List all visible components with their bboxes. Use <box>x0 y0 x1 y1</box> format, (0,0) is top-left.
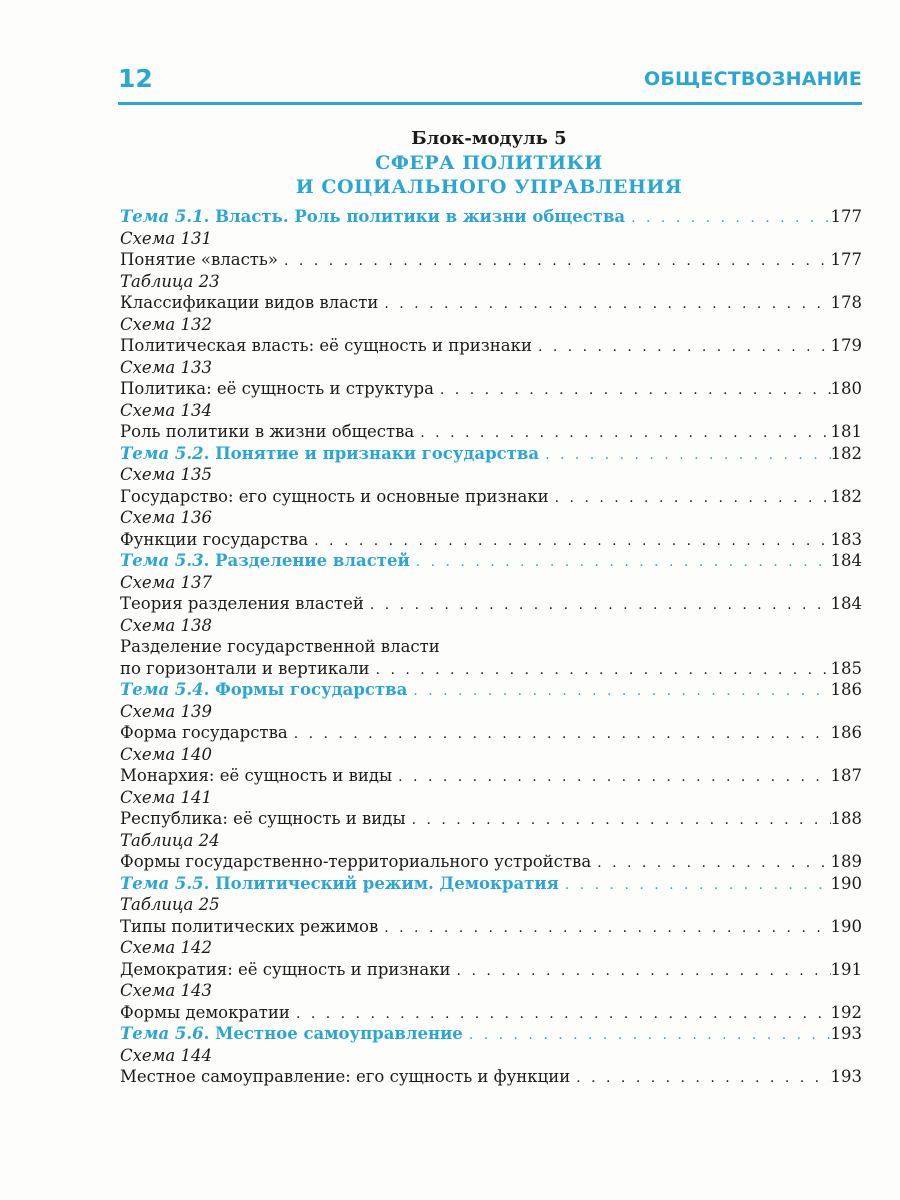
toc-topic-row <box>120 679 862 701</box>
toc-schema-label <box>120 1045 862 1067</box>
toc-schema-label <box>120 572 862 594</box>
toc-item-row <box>120 808 862 830</box>
toc-item-row <box>120 1066 862 1088</box>
toc-entry-title: Схема 135 <box>120 465 212 484</box>
dot-leader <box>539 445 830 465</box>
page-header <box>118 62 862 105</box>
toc-topic-row <box>120 206 862 228</box>
toc-entry-title: Политическая власть: её сущность и признаки <box>120 336 532 355</box>
toc-schema-label <box>120 464 862 486</box>
toc-entry-title: Классификации видов власти <box>120 293 379 312</box>
toc-page-number: 185 <box>830 658 862 678</box>
toc-item-row <box>120 421 862 443</box>
toc-entry-title: Схема 144 <box>120 1045 212 1065</box>
dot-leader <box>406 810 831 830</box>
toc-page-number: 177 <box>830 250 862 269</box>
toc-topic-name: . Понятие и признаки государства <box>203 443 540 463</box>
toc-schema-label <box>120 357 862 379</box>
toc-page-number: 192 <box>830 1002 862 1022</box>
block-heading <box>118 127 860 199</box>
toc-page-number: 179 <box>830 336 862 355</box>
toc-entry-title: Схема 134 <box>120 400 212 420</box>
toc-entry-title: Демократия: её сущность и признаки <box>120 959 451 979</box>
toc-page-number: 184 <box>830 594 862 613</box>
toc-schema-label <box>120 980 862 1002</box>
dot-leader <box>625 208 830 228</box>
toc-topic-number: Тема 5.6 <box>120 1024 204 1043</box>
toc-page-number: 180 <box>830 379 862 398</box>
toc-entry-title: Формы государственно-территориального устройства <box>120 852 592 871</box>
toc-item-row <box>120 378 862 400</box>
toc-page-number: 190 <box>830 873 862 893</box>
dot-leader <box>410 552 831 572</box>
toc-schema-label <box>120 894 862 916</box>
toc-topic-row <box>120 1023 862 1045</box>
toc-topic-name: . Политический режим. Демократия <box>203 873 559 893</box>
toc-page-number: 193 <box>830 1067 862 1086</box>
toc-entry-title: Теория разделения властей <box>120 594 364 613</box>
toc-item-row <box>120 529 862 551</box>
toc-item-row <box>120 593 862 615</box>
toc-topic-number: Тема 5.2 <box>120 443 204 463</box>
toc-page-number: 182 <box>830 486 862 506</box>
toc-entry-title: Таблица 24 <box>120 830 220 850</box>
toc-entry-title: Разделение государственной власти <box>120 637 440 656</box>
toc-schema-label <box>120 830 862 852</box>
toc-page-number: 178 <box>830 293 862 312</box>
toc-schema-label <box>120 744 862 766</box>
toc-entry-title: Схема 133 <box>120 357 212 377</box>
toc-entry-title: Понятие «власть» <box>120 250 279 269</box>
toc-item-row <box>120 249 862 271</box>
toc-entry-title <box>120 443 539 465</box>
dot-leader <box>364 595 831 615</box>
dot-leader <box>308 531 830 551</box>
toc-schema-label <box>120 615 862 637</box>
toc-page-number: 187 <box>830 766 862 785</box>
dot-leader <box>288 724 831 744</box>
toc-entry-title: Схема 137 <box>120 572 212 592</box>
toc-schema-label <box>120 400 862 422</box>
dot-leader <box>392 767 830 787</box>
toc-entry-title: Роль политики в жизни общества <box>120 422 415 441</box>
toc-entry-title: Схема 142 <box>120 938 212 957</box>
toc-page-number: 189 <box>830 852 862 871</box>
toc-topic-number: Тема 5.5 <box>120 873 204 893</box>
toc-page-number: 184 <box>830 551 862 570</box>
toc-entry-title: Государство: его сущность и основные признаки <box>120 486 549 506</box>
dot-leader <box>451 961 831 981</box>
toc-entry-title: Монархия: её сущность и виды <box>120 766 393 785</box>
toc-topic-name: . Разделение властей <box>203 551 410 570</box>
toc-entry-title: Таблица 25 <box>120 895 220 914</box>
toc-entry-title <box>120 550 410 572</box>
dot-leader <box>378 294 830 314</box>
toc-entry-title: Республика: её сущность и виды <box>120 809 406 828</box>
dot-leader <box>591 853 830 873</box>
toc-item-row <box>120 765 862 787</box>
toc-entry-title: Функции государства <box>120 529 309 549</box>
toc-page-number: 186 <box>830 723 862 742</box>
toc-page-number: 181 <box>830 422 862 441</box>
toc-item-row <box>120 335 862 357</box>
dot-leader <box>370 660 831 680</box>
toc-entry-title: Схема 139 <box>120 701 212 721</box>
toc-schema-label <box>120 507 862 529</box>
toc-page-number: 191 <box>830 959 862 979</box>
dot-leader <box>378 918 830 938</box>
block-label: Блок-модуль 5 <box>411 128 567 149</box>
dot-leader <box>463 1025 831 1045</box>
toc-page-number: 190 <box>830 916 862 936</box>
toc-schema-label <box>120 271 862 293</box>
toc-entry-title: Схема 143 <box>120 981 212 1000</box>
page-number: 12 <box>118 64 153 93</box>
table-of-contents <box>120 206 862 1088</box>
toc-page-number: 193 <box>830 1024 862 1043</box>
toc-entry-title: Схема 132 <box>120 314 212 334</box>
toc-item-row <box>120 851 862 873</box>
toc-entry-title: Схема 140 <box>120 744 212 764</box>
toc-entry-title: Местное самоуправление: его сущность и функции <box>120 1067 571 1086</box>
toc-entry-title: по горизонтали и вертикали <box>120 658 370 678</box>
dot-leader <box>407 681 830 701</box>
dot-leader <box>549 488 831 508</box>
dot-leader <box>414 423 830 443</box>
toc-page-number: 177 <box>830 207 862 226</box>
toc-entry-title: Схема 131 <box>120 228 212 248</box>
toc-entry-title <box>120 679 407 701</box>
dot-leader <box>532 337 831 357</box>
toc-topic-number: Тема 5.4 <box>120 680 204 699</box>
toc-entry-title: Схема 136 <box>120 508 212 527</box>
toc-topic-row <box>120 443 862 465</box>
dot-leader <box>559 875 831 895</box>
toc-topic-row <box>120 873 862 895</box>
toc-item-row <box>120 658 862 680</box>
toc-topic-name: . Власть. Роль политики в жизни общества <box>203 207 626 226</box>
toc-schema-label <box>120 314 862 336</box>
toc-item-row <box>120 959 862 981</box>
toc-entry-title: Формы демократии <box>120 1002 290 1022</box>
toc-topic-name: . Местное самоуправление <box>203 1024 463 1043</box>
toc-topic-name: . Формы государства <box>203 680 408 699</box>
toc-topic-row <box>120 550 862 572</box>
toc-entry-title: Таблица 23 <box>120 271 220 291</box>
block-title-line-2: И СОЦИАЛЬНОГО УПРАВЛЕНИЯ <box>295 176 683 198</box>
toc-entry-title: Типы политических режимов <box>120 916 379 936</box>
toc-item-row <box>120 722 862 744</box>
dot-leader <box>570 1068 830 1088</box>
toc-page-number: 186 <box>830 680 862 699</box>
toc-entry-title: Политика: её сущность и структура <box>120 379 434 398</box>
toc-item-row <box>120 292 862 314</box>
toc-schema-label <box>120 937 862 959</box>
dot-leader <box>278 251 830 271</box>
toc-item-row <box>120 916 862 938</box>
toc-schema-label <box>120 701 862 723</box>
dot-leader <box>290 1004 831 1024</box>
block-title-line-1: СФЕРА ПОЛИТИКИ <box>375 152 603 174</box>
toc-topic-number: Тема 5.1 <box>120 207 204 226</box>
toc-entry-title <box>120 1023 463 1045</box>
toc-schema-label <box>120 787 862 809</box>
running-title: ОБЩЕСТВОЗНАНИЕ <box>643 68 862 90</box>
toc-schema-label <box>120 228 862 250</box>
toc-entry-title: Форма государства <box>120 723 288 742</box>
toc-entry-title <box>120 873 559 895</box>
toc-entry-title: Схема 141 <box>120 787 212 807</box>
dot-leader <box>434 380 831 400</box>
toc-item-row <box>120 1002 862 1024</box>
toc-topic-number: Тема 5.3 <box>120 551 204 570</box>
toc-page-number: 183 <box>830 529 862 549</box>
toc-entry-title: Схема 138 <box>120 615 212 635</box>
toc-item-row <box>120 636 862 658</box>
toc-page-number: 188 <box>830 809 862 828</box>
toc-entry-title <box>120 206 625 228</box>
toc-item-row <box>120 486 862 508</box>
toc-page-number: 182 <box>830 443 862 463</box>
